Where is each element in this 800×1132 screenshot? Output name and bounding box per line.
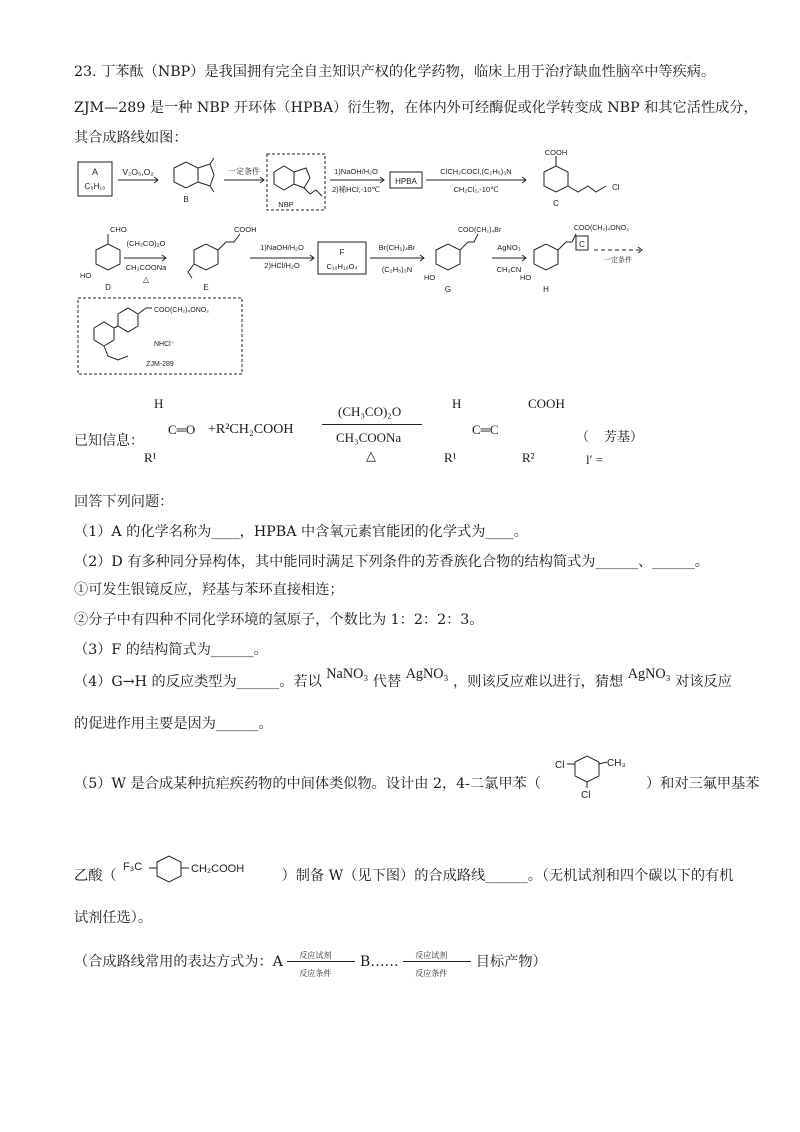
structure-cl-2: Cl [581,790,591,800]
route-arrow-1-reagent: 反应试剂 [299,951,332,960]
question-4-agno3-2: AgNO₃ [627,666,671,682]
step3-reagent-b: 2)稀HCl,-10℃ [331,185,381,194]
question-2-condition-1: ①可发生银镜反应，羟基与苯环直接相连； [74,582,344,598]
compound-a-label: A [91,167,99,177]
compound-h-ho: HO [520,273,532,282]
question-4-part-e: ，则该反应难以进行，猜想 [452,674,624,690]
route-expression [74,951,547,978]
compound-c-cl: Cl [612,183,620,192]
known-arrow [322,424,422,425]
route-arrow-1 [287,951,355,978]
step3-reagent-a: 1)NaOH/H₂O [334,167,378,176]
route-arrow-1-condition: 反应条件 [299,969,332,978]
question-3: （3）F 的结构简式为______。 [74,642,268,658]
compound-e-cooh: COOH [234,225,257,234]
known-r1: R¹ [144,450,157,465]
step5-reagent-b: CH₃COONa [125,263,167,272]
compound-g-label: G [444,285,452,294]
step7-reagent-b: (C₂H₅)₃N [381,265,413,274]
question-1: （1）A 的化学名称为____，HPBA 中含氧元素官能团的化学式为____。 [74,524,528,540]
question-4-part-a: （4）G→H 的反应类型为______。若以 [74,674,322,690]
question-4 [74,666,732,692]
question-4-agno3: AgNO₃ [405,666,449,682]
zjm-hcl: NHCl⁻ [154,341,175,348]
structure-cl-1: Cl [555,760,565,771]
route-arrow-2 [403,951,471,978]
question-4-line-2: 的促进作用主要是因为______。 [74,716,273,732]
question-line-2: ZJM—289 是一种 NBP 开环体（HPBA）衍生物，在体内外可经酶促或化学转变成 NBP 和其它活性成分， [74,100,758,116]
known-h1: H [154,396,164,411]
known-h2: H [452,396,462,411]
known-condition-top: (CH₃CO)₂O [338,404,402,419]
known-condition-mid: CH₃COONa [336,430,402,445]
route-arrow-2-reagent: 反应试剂 [415,951,448,960]
known-r1-product: R¹ [444,450,457,465]
reagent-c-box: C [579,240,585,249]
question-5-part-b: ）和对三氟甲基苯 [645,776,760,792]
question-2: （2）D 有多种同分异构体，其中能同时满足下列条件的芳香族化合物的结构简式为______、______。 [74,554,709,570]
question-line-3: 其合成路线如图： [74,130,188,146]
known-note-open: （ [576,430,590,445]
compound-h-substituent: COO(CH₂)₄ONO₂ [574,225,629,232]
question-5-line-2 [74,860,733,886]
answer-intro: 回答下列问题： [74,494,174,510]
compound-g-substituent: COO(CH₂)₄Br [458,227,502,234]
step7-reagent-a: Br(CH₂)₄Br [378,243,416,252]
step2-condition: 一定条件 [228,167,260,176]
known-note-eq: l′ = [586,452,604,467]
known-c-c: C═C [472,422,499,437]
question-5-line-1 [74,758,760,800]
question-4-part-c: 代替 [372,674,402,690]
compound-a-formula: C₈H₁₀ [84,182,106,191]
step8-reagent-a: AgNO₃ [497,243,521,252]
question-5-part-a: （5）W 是合成某种抗疟疾药物的中间体类似物。设计由 2，4-二氯甲苯（ [74,776,541,792]
compound-f-formula: C₁₀H₁₀O₄ [326,262,358,271]
question-line-1: 23. 丁苯酞（NBP）是我国拥有完全自主知识产权的化学药物，临床上用于治疗缺血性脑卒中等疾病。 [74,64,716,80]
step4-reagent-b: CH₂Cl₂,-10℃ [453,185,499,194]
step8-reagent-b: CH₃CN [496,265,522,274]
question-5-line-3: 试剂任选）。 [74,910,153,926]
question-4-nano3: NaNO₃ [326,666,369,682]
step4-reagent-a: ClCH₂COCl,(C₂H₅)₃N [440,167,512,176]
compound-h-label: H [543,285,549,294]
compound-d-label: D [105,283,111,292]
route-arrow-2-condition: 反应条件 [415,969,448,978]
route-arrow-1-line [287,961,355,962]
synthesis-scheme [74,150,734,378]
step5-heat: △ [142,275,150,284]
known-note-aryl: 芳基） [604,430,644,445]
step6-reagent-b: 2)HCl/H₂O [264,261,300,270]
compound-c-cooh: COOH [544,150,568,157]
step1-reagent: V₂O₅,O₂ [122,167,154,177]
compound-b-label: B [183,195,189,204]
compound-e-label: E [203,283,209,292]
known-c-o: C═O [168,422,196,437]
question-4-part-g: 对该反应 [675,674,732,690]
route-part-a: （合成路线常用的表达方式为：A [74,954,283,970]
question-5-part-d: ）制备 W（见下图）的合成路线______。（无机试剂和四个碳以下的有机 [281,868,734,884]
structure-ch2cooh: CH₂COOH [191,863,245,875]
known-cooh: COOH [528,396,565,411]
zjm-substituent: COO(CH₂)₄ONO₂ [154,307,209,314]
compound-nbp-label: NBP [278,200,294,209]
step5-reagent-a: (CH₃CO)₂O [126,239,166,248]
step6-reagent-a: 1)NaOH/H₂O [260,243,304,252]
known-condition-heat: △ [366,448,376,463]
known-reagent: +R²CH₂COOH [208,422,294,437]
route-end: 目标产物） [475,954,547,970]
zjm-label: ZJM-289 [146,361,174,368]
question-2-condition-2: ②分子中有四种不同化学环境的氢原子，个数比为 1：2：2：3。 [74,612,484,628]
route-arrow-2-line [403,961,471,962]
route-part-b: B…… [359,954,399,970]
compound-d-cho: CHO [110,225,127,234]
compound-g-ho: HO [424,273,436,282]
known-r2: R² [522,450,535,465]
trifluoromethylphenylacetic-acid-structure [121,860,277,880]
known-prefix: 已知信息： [74,433,144,449]
dichlorotoluene-structure [545,758,641,800]
question-5-part-c: 乙酸（ [74,868,117,884]
compound-f-label: F [339,248,345,257]
compound-d-ho: HO [80,271,92,280]
structure-f3c: F₃C [123,861,143,873]
compound-c-label: C [553,199,559,208]
structure-ch3: CH₃ [607,758,626,769]
known-information [74,386,734,486]
step9-condition: 一定条件 [604,257,632,264]
compound-hpba-label: HPBA [395,177,417,186]
